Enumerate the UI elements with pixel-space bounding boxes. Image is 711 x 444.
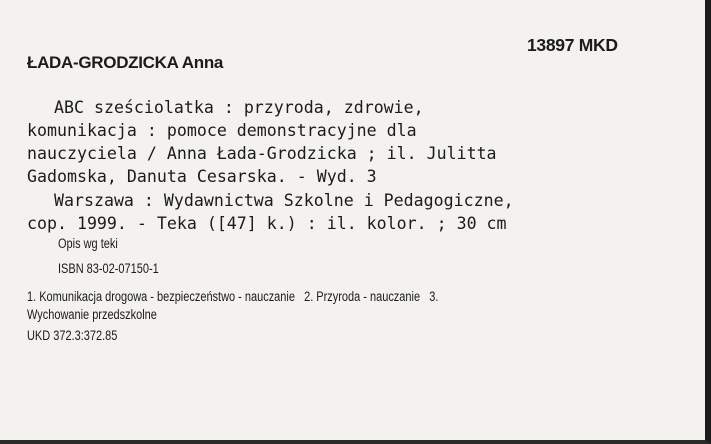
imprint-line: Warszawa : Wydawnictwa Szkolne i Pedagogiczne, <box>54 191 514 210</box>
udc-classification: UKD 372.3:372.85 <box>27 328 118 343</box>
isbn-line: ISBN 83-02-07150-1 <box>58 261 159 276</box>
call-number: 13897 MKD <box>527 35 618 55</box>
description-line: Gadomska, Danuta Cesarska. - Wyd. 3 <box>27 167 377 186</box>
author-heading: ŁADA-GRODZICKA Anna <box>27 53 224 72</box>
collation-line: cop. 1999. - Teka ([47] k.) : il. kolor. ; 30 cm <box>27 214 507 233</box>
subject-headings: 1. Komunikacja drogowa - bezpieczeństwo - nauczanie 2. Przyroda - nauczanie 3. <box>27 289 439 304</box>
description-line: ABC sześciolatka : przyroda, zdrowie, <box>54 98 424 117</box>
subject-headings-continued: Wychowanie przedszkolne <box>27 307 157 322</box>
note-line: Opis wg teki <box>58 236 118 251</box>
description-line: nauczyciela / Anna Łada-Grodzicka ; il. Julitta <box>27 144 497 163</box>
description-line: komunikacja : pomoce demonstracyjne dla <box>27 121 417 140</box>
